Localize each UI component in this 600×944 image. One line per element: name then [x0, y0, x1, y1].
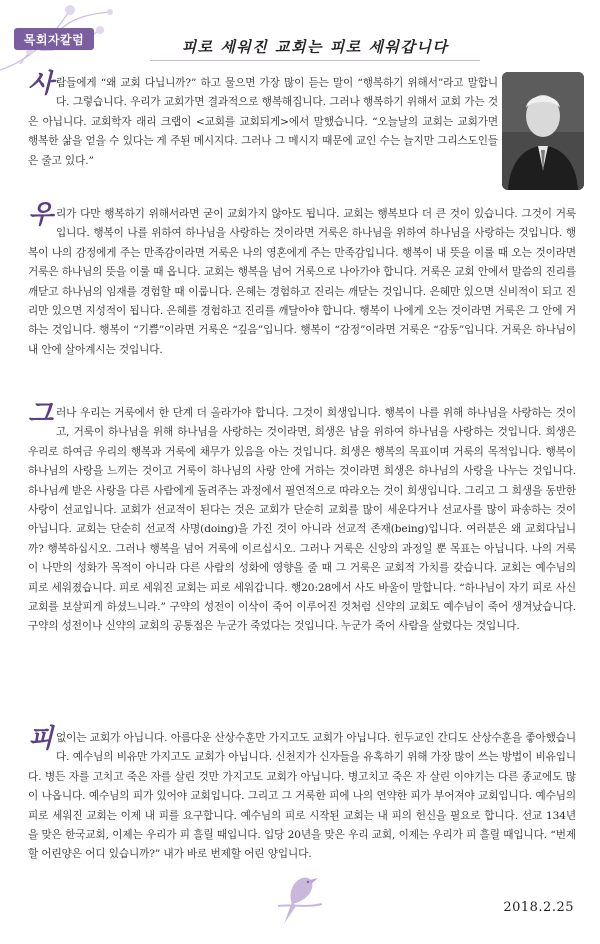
dropcap: 우 [28, 200, 54, 230]
paragraph-4 [28, 724, 576, 865]
paragraph-text: 리가 다만 행복하기 위해서라면 굳이 교회가지 않아도 됩니다. 교회는 행복보다 더 큰 것이 있습니다. 그것이 거룩입니다. 행복이 나를 위하여 하나님을 사랑하는 것이라면 거룩은 하나님을 위하여 하나님을 사랑하는 것입니다. 행복이 나의 감정에게 주는 만족감이라면 거룩은 나의 영혼에게 주는 만족감입니다. 행복이 내 뜻을 이룰 때 오는 것이라면 거룩은 하나님의 뜻을 이룰 때 옵니다. 교회는 행복을 넘어 거룩으로 나아가야 합니다. 거룩은 교회 안에서 말씀의 진리를 깨닫고 하나님의 임재를 경험할 때 이룹니다. 은혜는 경험하고 진리는 깨닫는 것입니다. 은혜만 있으면 신비적이 되고 진리만 있으면 지성적이 됩니다. 은혜를 경험하고 진리를 깨달아야 합니다. 행복이 나에게 오는 것이라면 거룩은 그 안에 거하는 것입니다. 행복이 “기쁨”이라면 거룩은 “깊음”입니다. 행복이 “감정”이라면 거룩은 “감동”입니다. 거룩은 하나님이 내 안에 살아계시는 것입니다. [28, 208, 576, 356]
paragraph-text: 없이는 교회가 아닙니다. 아름다운 산상수훈만 가지고도 교회가 아닙니다. 힌두교인 간디도 산상수훈을 좋아했습니다. 예수님의 비유만 가지고도 교회가 아닙니다. 신천지가 신자들을 유혹하기 위해 가장 많이 쓰는 방법이 비유입니다. 병든 자를 고치고 죽은 자를 살린 것만 가지고도 교회가 아닙니다. 병고치고 죽은 자 살린 이야기는 다른 종교에도 많이 나옵니다. 예수님의 피가 있어야 교회입니다. 그리고 그 거룩한 피에 나의 연약한 피가 부어져야 교회입니다. 예수님의 피로 세워진 교회는 이제 내 피를 요구합니다. 예수님의 피로 시작된 교회는 내 피의 헌신을 필요로 합니다. 선교 134년을 맞은 한국교회, 이제는 우리가 피 흘릴 때입니다. 입당 20년을 맞은 우리 교회, 이제는 우리가 피 흘릴 때입니다. “번제할 어린양은 어디 있습니까?” 내가 바로 번제할 어린 양입니다. [28, 732, 576, 861]
dropcap: 사 [28, 69, 54, 99]
paragraph-3 [28, 399, 576, 637]
paragraph-1 [28, 69, 498, 171]
page-title: 피로 세워진 교회는 피로 세워갑니다 [181, 38, 449, 56]
paragraph-text: 람들에게 “왜 교회 다닙니까?” 하고 물으면 가장 많이 듣는 말이 “행복하기 위해서”라고 말합니다. 그렇습니다. 우리가 교회가면 결과적으로 행복해집니다. 그러나 행복하기 위해서 교회 가는 것은 아닙니다. 교회학자 래리 크랩이 <교회를 교회되게>에서 말했습니다. “오늘날의 교회는 교회가면 행복한 삶을 얻을 수 있다는 게 주된 메시지다. 그러나 그 메시지 때문에 교인 수는 늘지만 그리스도인들은 줄고 있다.” [28, 77, 498, 167]
paragraph-text: 러나 우리는 거룩에서 한 단계 더 올라가야 합니다. 그것이 희생입니다. 행복이 나를 위해 하나님을 사랑하는 것이고, 거룩이 하나님을 위해 하나님을 사랑하는 것이라면, 희생은 남을 위하여 하나님을 사랑하는 것입니다. 희생은 우리로 하여금 우리의 행복과 거룩에 채무가 있음을 아는 것입니다. 희생은 행복의 목표이며 거룩의 목적입니다. 행복이 하나님의 사랑을 느끼는 것이고 거룩이 하나님의 사랑 안에 거하는 것이라면 희생은 하나님의 사랑을 나누는 것입니다. 하나님께 받은 사랑을 다른 사람에게 돌려주는 과정에서 필연적으로 따라오는 것이 희생입니다. 그리고 그 희생을 동반한 사랑이 선교입니다. 교회가 선교적이 된다는 것은 교회가 단순히 교회를 많이 세운다거나 선교사를 많이 파송하는 것이 아닙니다. 교회는 단순히 선교적 사명(doing)을 가진 것이 아니라 선교적 존재(being)입니다. 여러분은 왜 교회다닙니까? 행복하십시오. 그러나 행복을 넘어 거룩에 이르십시오. 그러나 거룩은 신앙의 과정일 뿐 목표는 아닙니다. 나의 거룩이 나만의 성화가 목적이 아니라 다른 사람의 성화에 영향을 줄 때 그 거룩은 교회적 가치를 갖습니다. 교회는 예수님의 피로 세워졌습니다. 피로 세워진 교회는 피로 세워갑니다. 행20:28에서 사도 바울이 말합니다. “하나님이 자기 피로 사신 교회를 보살피게 하셨느니라.” 구약의 성전이 이삭이 죽어 이루어진 것처럼 신약의 교회도 예수님이 죽어 생겨났습니다. 구약의 성전이나 신약의 교회의 공통점은 누군가 죽었다는 것입니다. 누군가 죽어 사람을 살렸다는 것입니다. [28, 407, 576, 633]
bird-on-branch-icon [270, 858, 330, 928]
title-divider [150, 60, 480, 61]
date: 2018.2.25 [503, 900, 574, 915]
column-tag: 목회자칼럼 [14, 28, 94, 50]
dropcap: 그 [28, 399, 54, 429]
pastor-portrait [502, 72, 584, 190]
dropcap: 피 [28, 724, 54, 754]
paragraph-2 [28, 200, 576, 360]
